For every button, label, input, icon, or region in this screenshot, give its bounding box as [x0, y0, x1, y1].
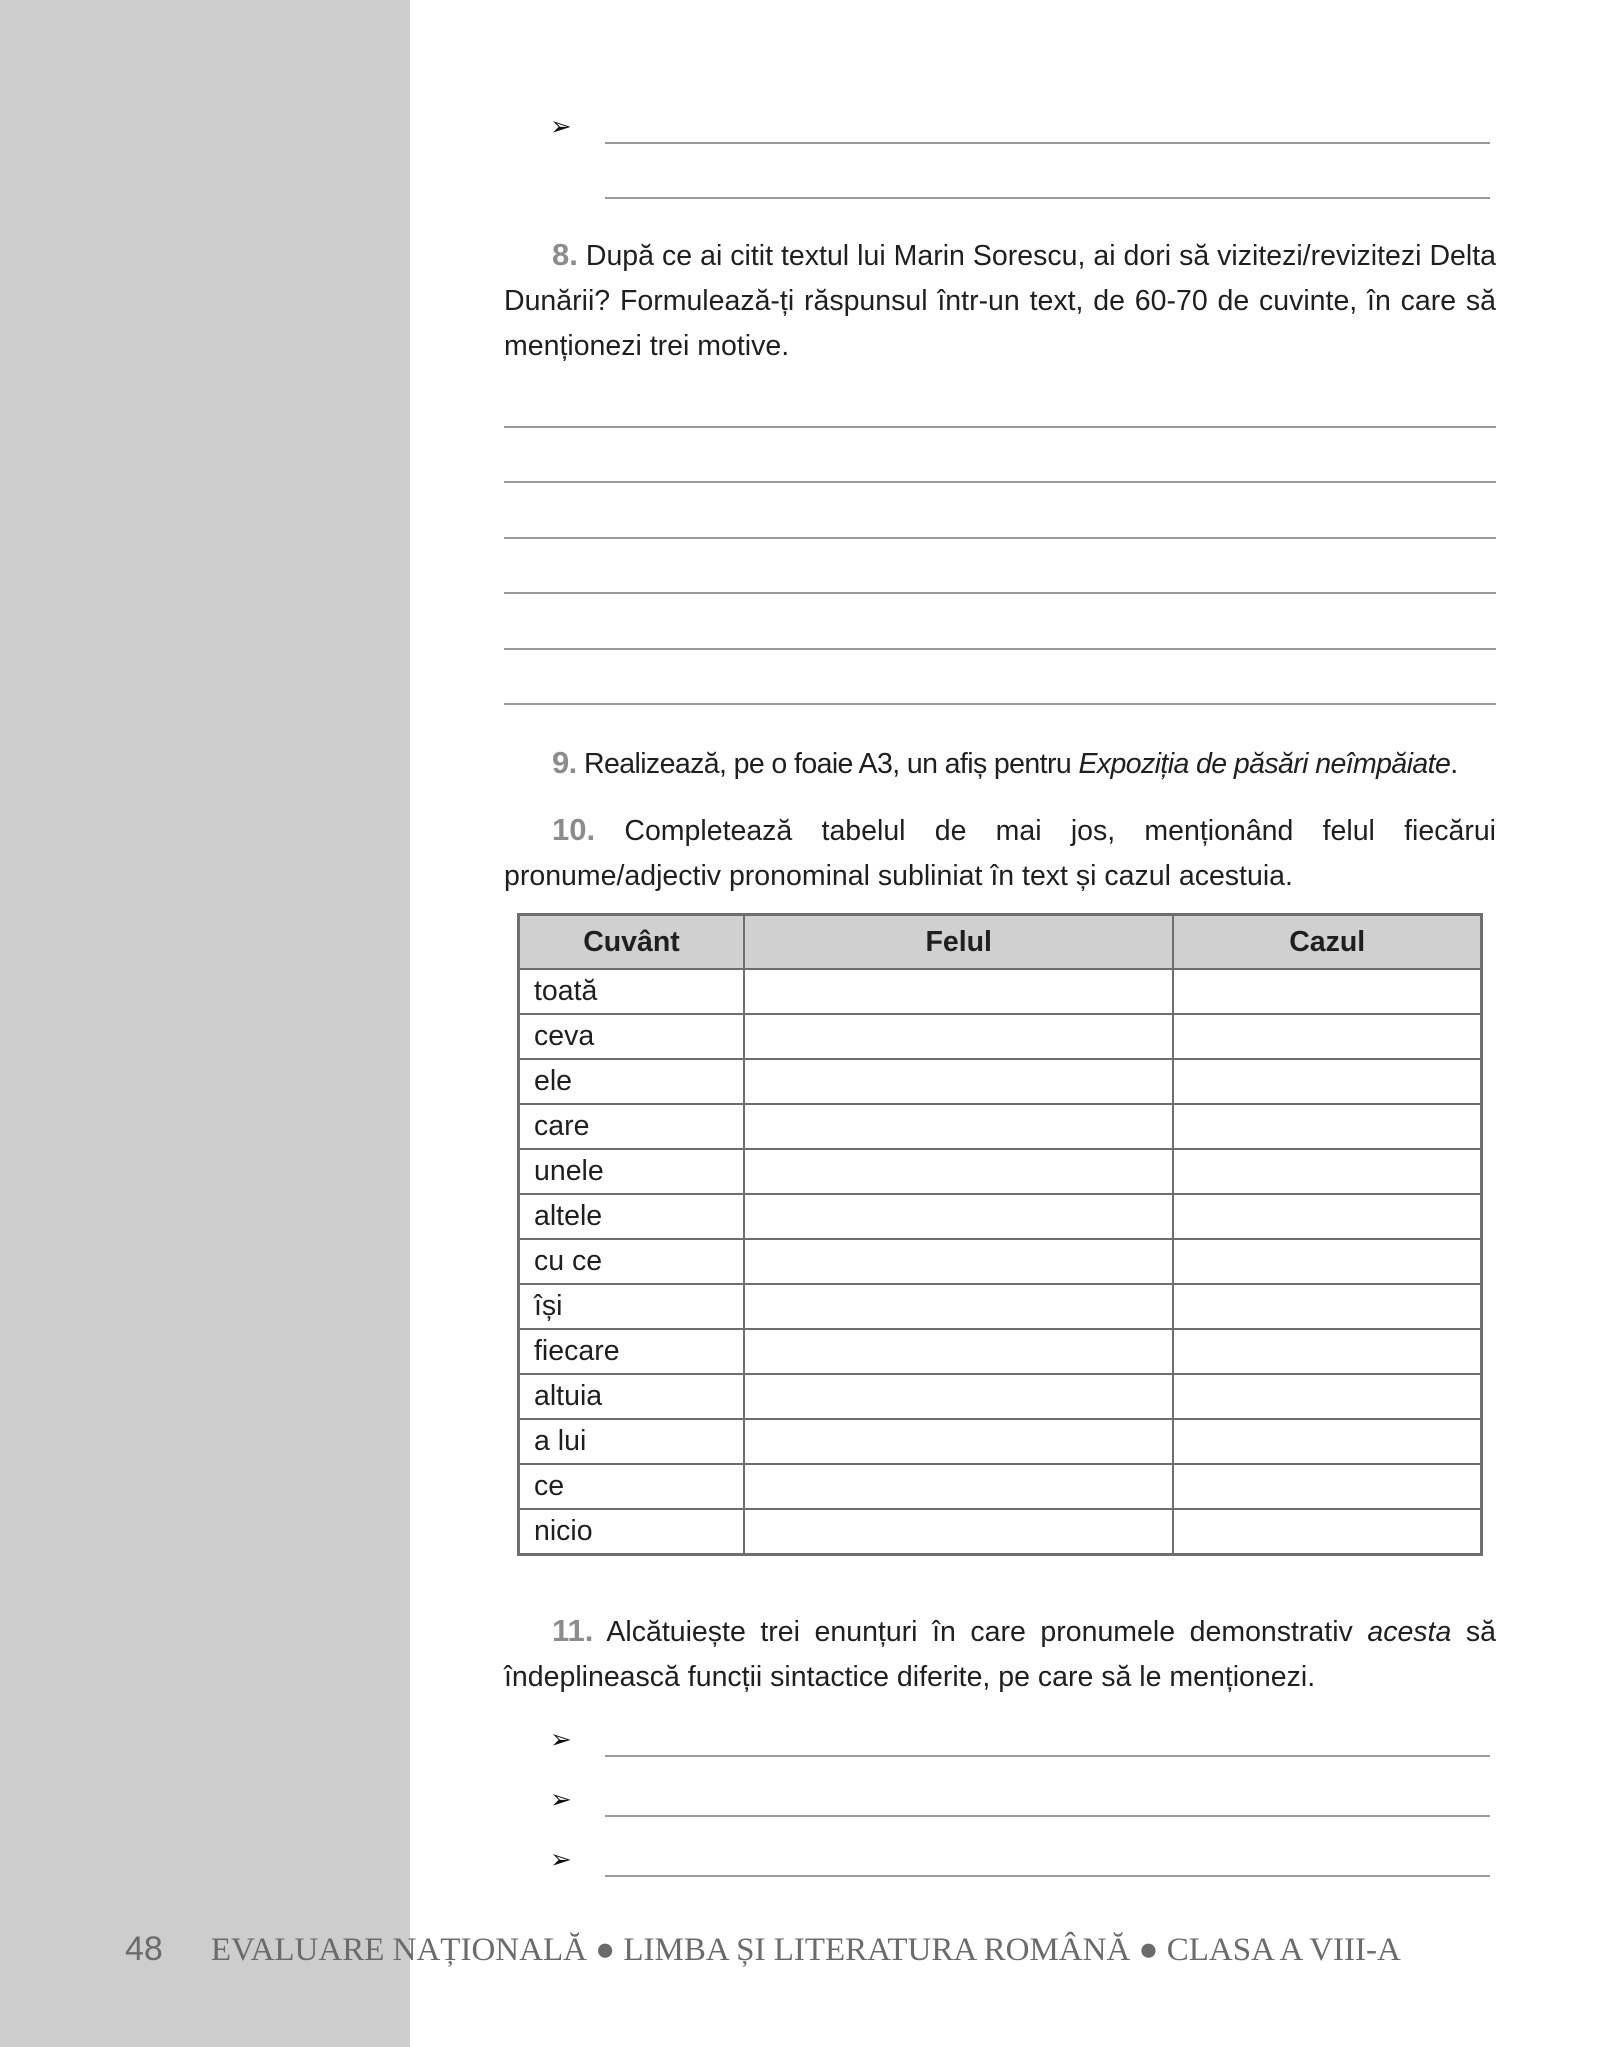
table-row: [519, 969, 1482, 1014]
felul-cell[interactable]: [744, 1014, 1173, 1059]
question-8: [504, 232, 1496, 369]
word-cell: cu ce: [519, 1239, 744, 1284]
question-11: [504, 1608, 1496, 1700]
table-row: [519, 1329, 1482, 1374]
cazul-cell[interactable]: [1173, 1239, 1481, 1284]
question-text-italic: Expoziția de păsări neîmpăiate: [1078, 748, 1451, 780]
table-row: [519, 1284, 1482, 1329]
table-row: [519, 1104, 1482, 1149]
cazul-cell[interactable]: [1173, 1284, 1481, 1329]
question-9: [504, 740, 1496, 787]
cazul-cell[interactable]: [1173, 1194, 1481, 1239]
header-cazul: Cazul: [1173, 915, 1481, 970]
header-cuvant: Cuvânt: [519, 915, 744, 970]
table-header-row: [519, 915, 1482, 970]
felul-cell[interactable]: [744, 1104, 1173, 1149]
table-row: [519, 1059, 1482, 1104]
word-cell: își: [519, 1284, 744, 1329]
page-footer: [125, 1930, 1401, 1969]
felul-cell[interactable]: [744, 1194, 1173, 1239]
answer-line[interactable]: [504, 648, 1496, 650]
footer-title: EVALUARE NAȚIONALĂ ● LIMBA ȘI LITERATURA ROMÂNĂ ● CLASA A VIII-A: [210, 1932, 1401, 1968]
answer-line[interactable]: [504, 592, 1496, 594]
answer-line[interactable]: [504, 426, 1496, 428]
question-number: 9.: [552, 745, 577, 780]
question-text: să îndeplinească funcții sintactice diferite, pe care să le menționezi.: [504, 1616, 1496, 1693]
header-felul: Felul: [744, 915, 1173, 970]
answer-line: [605, 142, 1490, 144]
felul-cell[interactable]: [744, 1059, 1173, 1104]
answer-line: [605, 1755, 1490, 1757]
cazul-cell[interactable]: [1173, 1059, 1481, 1104]
answer-line: [605, 1875, 1490, 1877]
word-cell: a lui: [519, 1419, 744, 1464]
word-cell: ceva: [519, 1014, 744, 1059]
table-row: [519, 1509, 1482, 1555]
gray-margin-band: [0, 0, 410, 2047]
question-text-italic: acesta: [1367, 1616, 1452, 1648]
question-10: [504, 807, 1496, 899]
question-text: După ce ai citit textul lui Marin Sorescu, ai dori să vizitezi/revizitezi Delta Dunării? Formulează-ți răspunsul într-un text, de 60-70 de cuvinte, în care să menționezi trei motive.: [504, 240, 1496, 362]
table-row: [519, 1419, 1482, 1464]
word-cell: fiecare: [519, 1329, 744, 1374]
arrow-bullet-icon: ➢: [550, 1785, 572, 1815]
felul-cell[interactable]: [744, 1149, 1173, 1194]
cazul-cell[interactable]: [1173, 1104, 1481, 1149]
answer-bullet-line[interactable]: [550, 112, 1490, 152]
word-cell: unele: [519, 1149, 744, 1194]
table-row: [519, 1014, 1482, 1059]
felul-cell[interactable]: [744, 1374, 1173, 1419]
word-cell: altele: [519, 1194, 744, 1239]
table-row: [519, 1374, 1482, 1419]
cazul-cell[interactable]: [1173, 1329, 1481, 1374]
question-number: 8.: [552, 237, 578, 272]
cazul-cell[interactable]: [1173, 1374, 1481, 1419]
answer-line[interactable]: [504, 703, 1496, 705]
cazul-cell[interactable]: [1173, 1419, 1481, 1464]
table-row: [519, 1464, 1482, 1509]
cazul-cell[interactable]: [1173, 1509, 1481, 1555]
table-row: [519, 1194, 1482, 1239]
cazul-cell[interactable]: [1173, 1464, 1481, 1509]
answer-bullet-line[interactable]: [550, 1785, 1490, 1825]
word-cell: nicio: [519, 1509, 744, 1555]
felul-cell[interactable]: [744, 969, 1173, 1014]
word-cell: care: [519, 1104, 744, 1149]
answer-bullet-line[interactable]: [550, 1845, 1490, 1885]
answer-line[interactable]: [504, 537, 1496, 539]
answer-line[interactable]: [504, 481, 1496, 483]
cazul-cell[interactable]: [1173, 1149, 1481, 1194]
cazul-cell[interactable]: [1173, 1014, 1481, 1059]
table-row: [519, 1149, 1482, 1194]
arrow-bullet-icon: ➢: [550, 1845, 572, 1875]
word-cell: toată: [519, 969, 744, 1014]
arrow-bullet-icon: ➢: [550, 112, 572, 142]
answer-line: [605, 1815, 1490, 1817]
table-row: [519, 1239, 1482, 1284]
felul-cell[interactable]: [744, 1464, 1173, 1509]
question-text: .: [1450, 748, 1458, 780]
pronoun-table: [517, 913, 1483, 1556]
word-cell: altuia: [519, 1374, 744, 1419]
arrow-bullet-icon: ➢: [550, 1725, 572, 1755]
word-cell: ce: [519, 1464, 744, 1509]
answer-bullet-line[interactable]: [550, 1725, 1490, 1765]
answer-line[interactable]: [605, 197, 1490, 199]
felul-cell[interactable]: [744, 1239, 1173, 1284]
question-text: Alcătuiește trei enunțuri în care pronumele demonstrativ: [606, 1616, 1368, 1648]
page-number: 48: [125, 1930, 163, 1968]
question-text: Completează tabelul de mai jos, menționând felul fiecărui pronume/adjectiv pronominal subliniat în text și cazul acestuia.: [504, 815, 1496, 892]
question-text: Realizează, pe o foaie A3, un afiș pentru: [583, 748, 1079, 780]
felul-cell[interactable]: [744, 1284, 1173, 1329]
question-number: 10.: [552, 812, 596, 847]
cazul-cell[interactable]: [1173, 969, 1481, 1014]
question-number: 11.: [552, 1613, 594, 1648]
felul-cell[interactable]: [744, 1329, 1173, 1374]
felul-cell[interactable]: [744, 1419, 1173, 1464]
felul-cell[interactable]: [744, 1509, 1173, 1555]
word-cell: ele: [519, 1059, 744, 1104]
